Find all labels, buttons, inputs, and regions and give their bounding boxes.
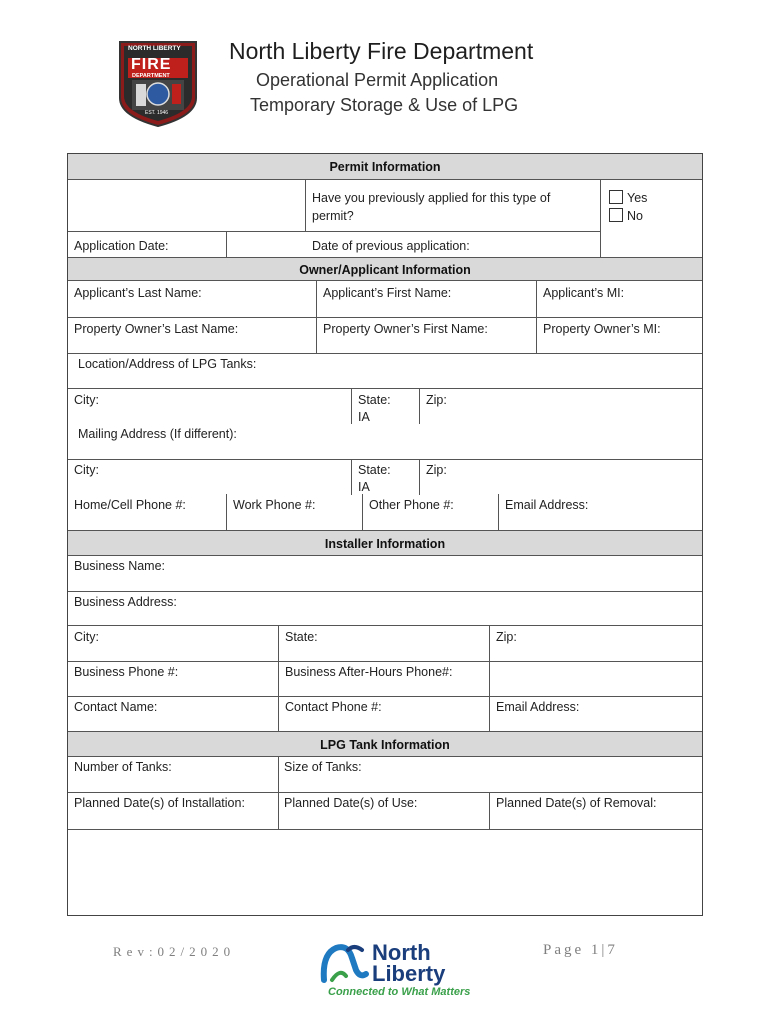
- installer-email-label: Email Address:: [496, 700, 580, 714]
- logo-liberty-text: Liberty: [372, 961, 446, 986]
- installer-city-label: City:: [74, 630, 99, 644]
- previous-applied-question-line2: permit?: [312, 209, 354, 223]
- installation-date-label: Planned Date(s) of Installation:: [74, 796, 245, 810]
- property-owner-mi-label: Property Owner’s MI:: [543, 322, 661, 336]
- use-date-label: Planned Date(s) of Use:: [284, 796, 418, 810]
- mailing-city-label: City:: [74, 463, 99, 477]
- north-liberty-logo-mark: [318, 940, 370, 986]
- application-date-field[interactable]: [228, 233, 304, 255]
- business-after-hours-phone-label: Business After-Hours Phone#:: [285, 665, 453, 679]
- page-title: North Liberty Fire Department: [229, 38, 534, 64]
- mailing-zip-label: Zip:: [426, 463, 447, 477]
- property-owner-first-name-label: Property Owner’s First Name:: [323, 322, 488, 336]
- location-state-label: State:: [358, 393, 391, 407]
- location-state-value: IA: [358, 410, 370, 424]
- contact-name-label: Contact Name:: [74, 700, 158, 714]
- location-zip-label: Zip:: [426, 393, 447, 407]
- location-city-label: City:: [74, 393, 99, 407]
- no-label: No: [627, 209, 643, 223]
- number-of-tanks-label: Number of Tanks:: [74, 760, 172, 774]
- installer-zip-label: Zip:: [496, 630, 517, 644]
- mailing-state-value: IA: [358, 480, 370, 494]
- installer-state-label: State:: [285, 630, 318, 644]
- removal-date-label: Planned Date(s) of Removal:: [496, 796, 657, 810]
- previous-applied-question: Have you previously applied for this type of: [312, 191, 551, 205]
- previous-application-date-label: Date of previous application:: [312, 239, 470, 253]
- business-name-label: Business Name:: [74, 559, 166, 573]
- yes-checkbox[interactable]: [609, 190, 623, 204]
- other-phone-label: Other Phone #:: [369, 498, 454, 512]
- property-owner-last-name-label: Property Owner’s Last Name:: [74, 322, 239, 336]
- badge-dept-text: DEPARTMENT: [132, 73, 170, 79]
- size-of-tanks-label: Size of Tanks:: [284, 760, 362, 774]
- business-address-label: Business Address:: [74, 595, 177, 609]
- owner-info-heading: Owner/Applicant Information: [68, 257, 702, 281]
- page-subtitle-2: Temporary Storage & Use of LPG: [250, 95, 519, 115]
- notes-area[interactable]: [70, 831, 700, 913]
- application-date-label: Application Date:: [74, 239, 169, 253]
- contact-phone-label: Contact Phone #:: [285, 700, 382, 714]
- owner-email-label: Email Address:: [505, 498, 589, 512]
- home-cell-phone-label: Home/Cell Phone #:: [74, 498, 186, 512]
- yes-label: Yes: [627, 191, 648, 205]
- applicant-last-name-label: Applicant’s Last Name:: [74, 286, 202, 300]
- mailing-state-label: State:: [358, 463, 391, 477]
- permit-form: [67, 153, 703, 916]
- applicant-first-name-label: Applicant’s First Name:: [323, 286, 452, 300]
- installer-info-heading: Installer Information: [68, 530, 702, 556]
- lpg-tank-location-label: Location/Address of LPG Tanks:: [78, 357, 257, 371]
- badge-fire-text: FIRE: [131, 56, 172, 73]
- work-phone-label: Work Phone #:: [233, 498, 316, 512]
- permit-info-heading: Permit Information: [68, 154, 702, 180]
- business-phone-label: Business Phone #:: [74, 665, 179, 679]
- revision-text: Rev:02/2020: [113, 944, 236, 959]
- page-subtitle: Operational Permit Application: [256, 70, 499, 90]
- page-number: Page 1|7: [543, 942, 618, 958]
- badge-est-text: EST. 1946: [145, 110, 169, 116]
- logo-north-text: North: [372, 940, 431, 965]
- applicant-mi-label: Applicant’s MI:: [543, 286, 625, 300]
- mailing-address-label: Mailing Address (If different):: [78, 427, 237, 441]
- lpg-tank-info-heading: LPG Tank Information: [68, 731, 702, 757]
- logo-tagline: Connected to What Matters: [328, 986, 471, 998]
- badge-top-text: NORTH LIBERTY: [128, 45, 181, 52]
- no-checkbox[interactable]: [609, 208, 623, 222]
